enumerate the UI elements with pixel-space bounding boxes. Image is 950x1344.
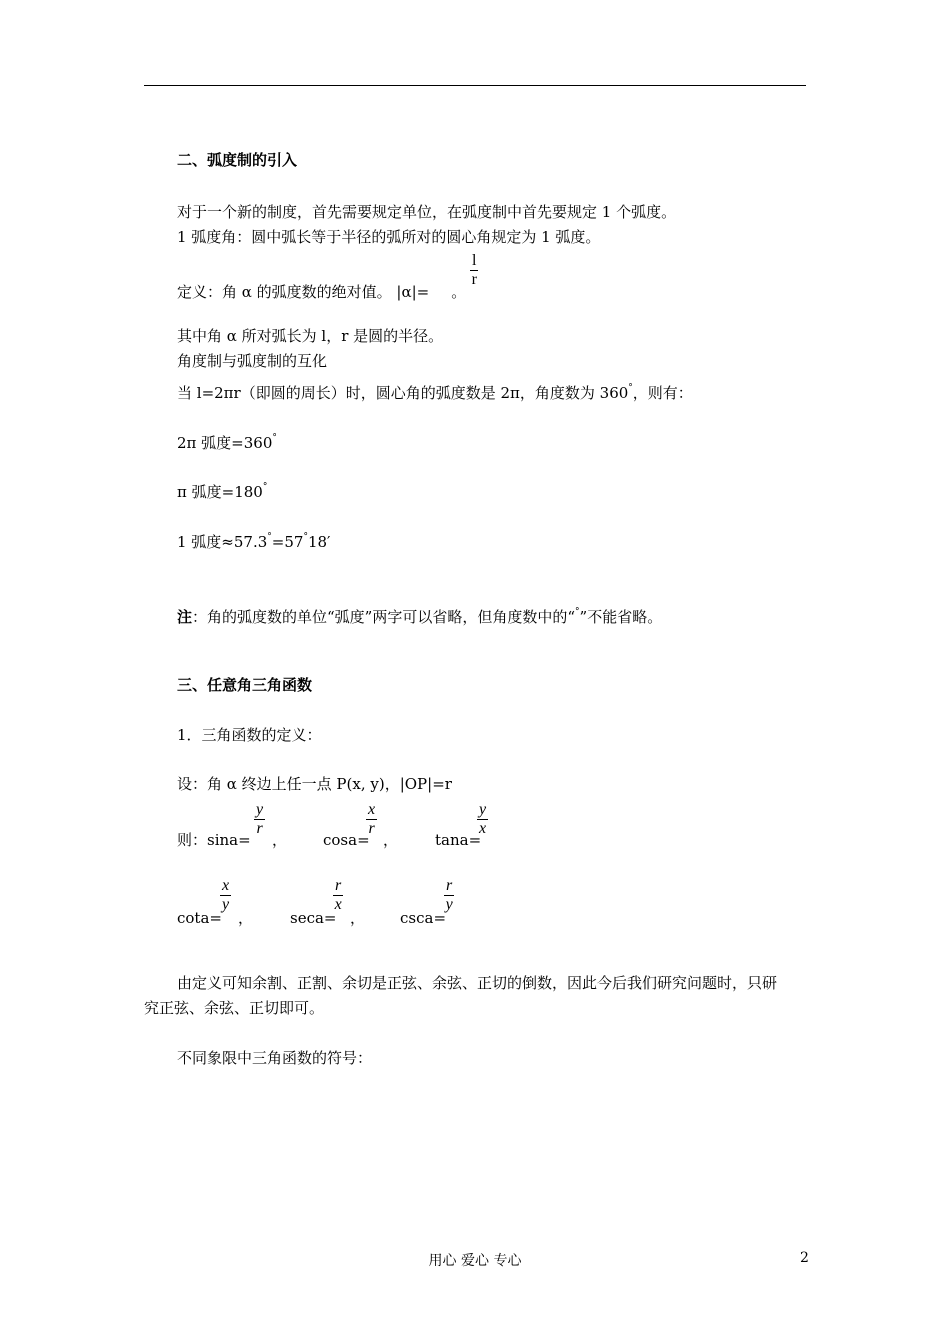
sec-numerator: r [335, 877, 342, 894]
csc-numerator: r [446, 877, 453, 894]
note-end: ”不能省略。 [579, 608, 663, 626]
note-label: 注 [177, 608, 193, 626]
degree-symbol: ° [628, 383, 633, 393]
definition-text: 定义：角 α 的弧度数的绝对值。 |α|= [177, 283, 430, 301]
tan-denominator: x [479, 820, 487, 837]
paragraph-reciprocal-1: 由定义可知余割、正割、余切是正弦、余弦、正切的倒数，因此今后我们研究问题时，只研 [177, 974, 778, 992]
paragraph-conversion: 角度制与弧度制的互化 [177, 352, 328, 370]
comma: ， [272, 831, 288, 849]
page-footer: 用心 爱心 专心 [428, 1253, 522, 1269]
degree-symbol: ° [262, 482, 268, 492]
equation-2pi [177, 433, 277, 456]
cos-numerator: x [368, 801, 376, 818]
setup-line: 设：角 α 终边上任一点 P(x, y)，|OP|=r [177, 775, 452, 793]
header-rule [144, 85, 806, 86]
equation-2pi-text: 2π 弧度=360 [177, 434, 273, 452]
cos-label: cosa= [323, 831, 370, 849]
tan-fraction [477, 801, 488, 838]
equation-one-radian-mid: =57 [271, 533, 304, 551]
sin-fraction [254, 801, 265, 838]
sin-numerator: y [256, 801, 264, 818]
cos-denominator: r [368, 820, 375, 837]
definition-end: 。 [451, 283, 467, 301]
paragraph-one-radian: 1 弧度角：圆中弧长等于半径的弧所对的圆心角规定为 1 弧度。 [177, 228, 601, 246]
equation-pi [177, 482, 267, 505]
full-circle-end: ，则有： [632, 384, 693, 402]
csc-denominator: y [445, 896, 453, 913]
trig-row-1 [177, 830, 251, 850]
tan-label: tana= [435, 831, 482, 849]
section-heading-radian: 二、弧度制的引入 [177, 151, 298, 169]
degree-symbol: ° [575, 607, 580, 617]
comma: ， [238, 909, 254, 927]
cot-denominator: y [222, 896, 230, 913]
sin-label: sina= [207, 831, 251, 849]
fraction-denominator: r [471, 271, 477, 288]
page-number: 2 [800, 1250, 809, 1266]
paragraph-unit: 对于一个新的制度，首先需要规定单位，在弧度制中首先要规定 1 个弧度。 [177, 203, 677, 221]
equation-one-radian [177, 532, 330, 555]
degree-symbol: ° [303, 532, 308, 542]
equation-one-radian-text: 1 弧度≈57.3 [177, 533, 268, 551]
note-text: ：角的弧度数的单位“弧度”两字可以省略，但角度数中的“ [192, 608, 576, 626]
paragraph-full-circle [177, 383, 693, 406]
sin-denominator: r [256, 820, 263, 837]
cos-fraction [366, 801, 377, 838]
section-heading-trig: 三、任意角三角函数 [177, 676, 313, 694]
sec-denominator: x [334, 896, 342, 913]
paragraph-reciprocal-2: 究正弦、余弦、正切即可。 [144, 999, 325, 1017]
full-circle-text: 当 l=2πr（即圆的周长）时，圆心角的弧度数是 2π，角度数为 360 [177, 384, 629, 402]
paragraph-quadrant-signs: 不同象限中三角函数的符号： [177, 1049, 373, 1067]
definition-fraction [470, 252, 478, 289]
then-label: 则： [177, 831, 208, 849]
degree-symbol: ° [267, 532, 272, 542]
item-trig-definition: 1．三角函数的定义： [177, 726, 322, 744]
paragraph-arc-length: 其中角 α 所对弧长为 l，r 是圆的半径。 [177, 327, 444, 345]
cot-numerator: x [222, 877, 230, 894]
cot-label: cota= [177, 909, 222, 927]
sec-label: seca= [290, 909, 337, 927]
sec-fraction [333, 877, 343, 914]
definition-line [177, 282, 466, 302]
comma: ， [383, 831, 399, 849]
equation-pi-text: π 弧度=180 [177, 483, 263, 501]
degree-symbol: ° [272, 433, 277, 443]
equation-one-radian-end: 18′ [307, 533, 331, 551]
comma: ， [350, 909, 366, 927]
fraction-numerator: l [472, 252, 477, 269]
cot-fraction [220, 877, 231, 914]
note-line [177, 607, 662, 630]
csc-label: csca= [400, 909, 447, 927]
tan-numerator: y [479, 801, 487, 818]
csc-fraction [444, 877, 454, 914]
